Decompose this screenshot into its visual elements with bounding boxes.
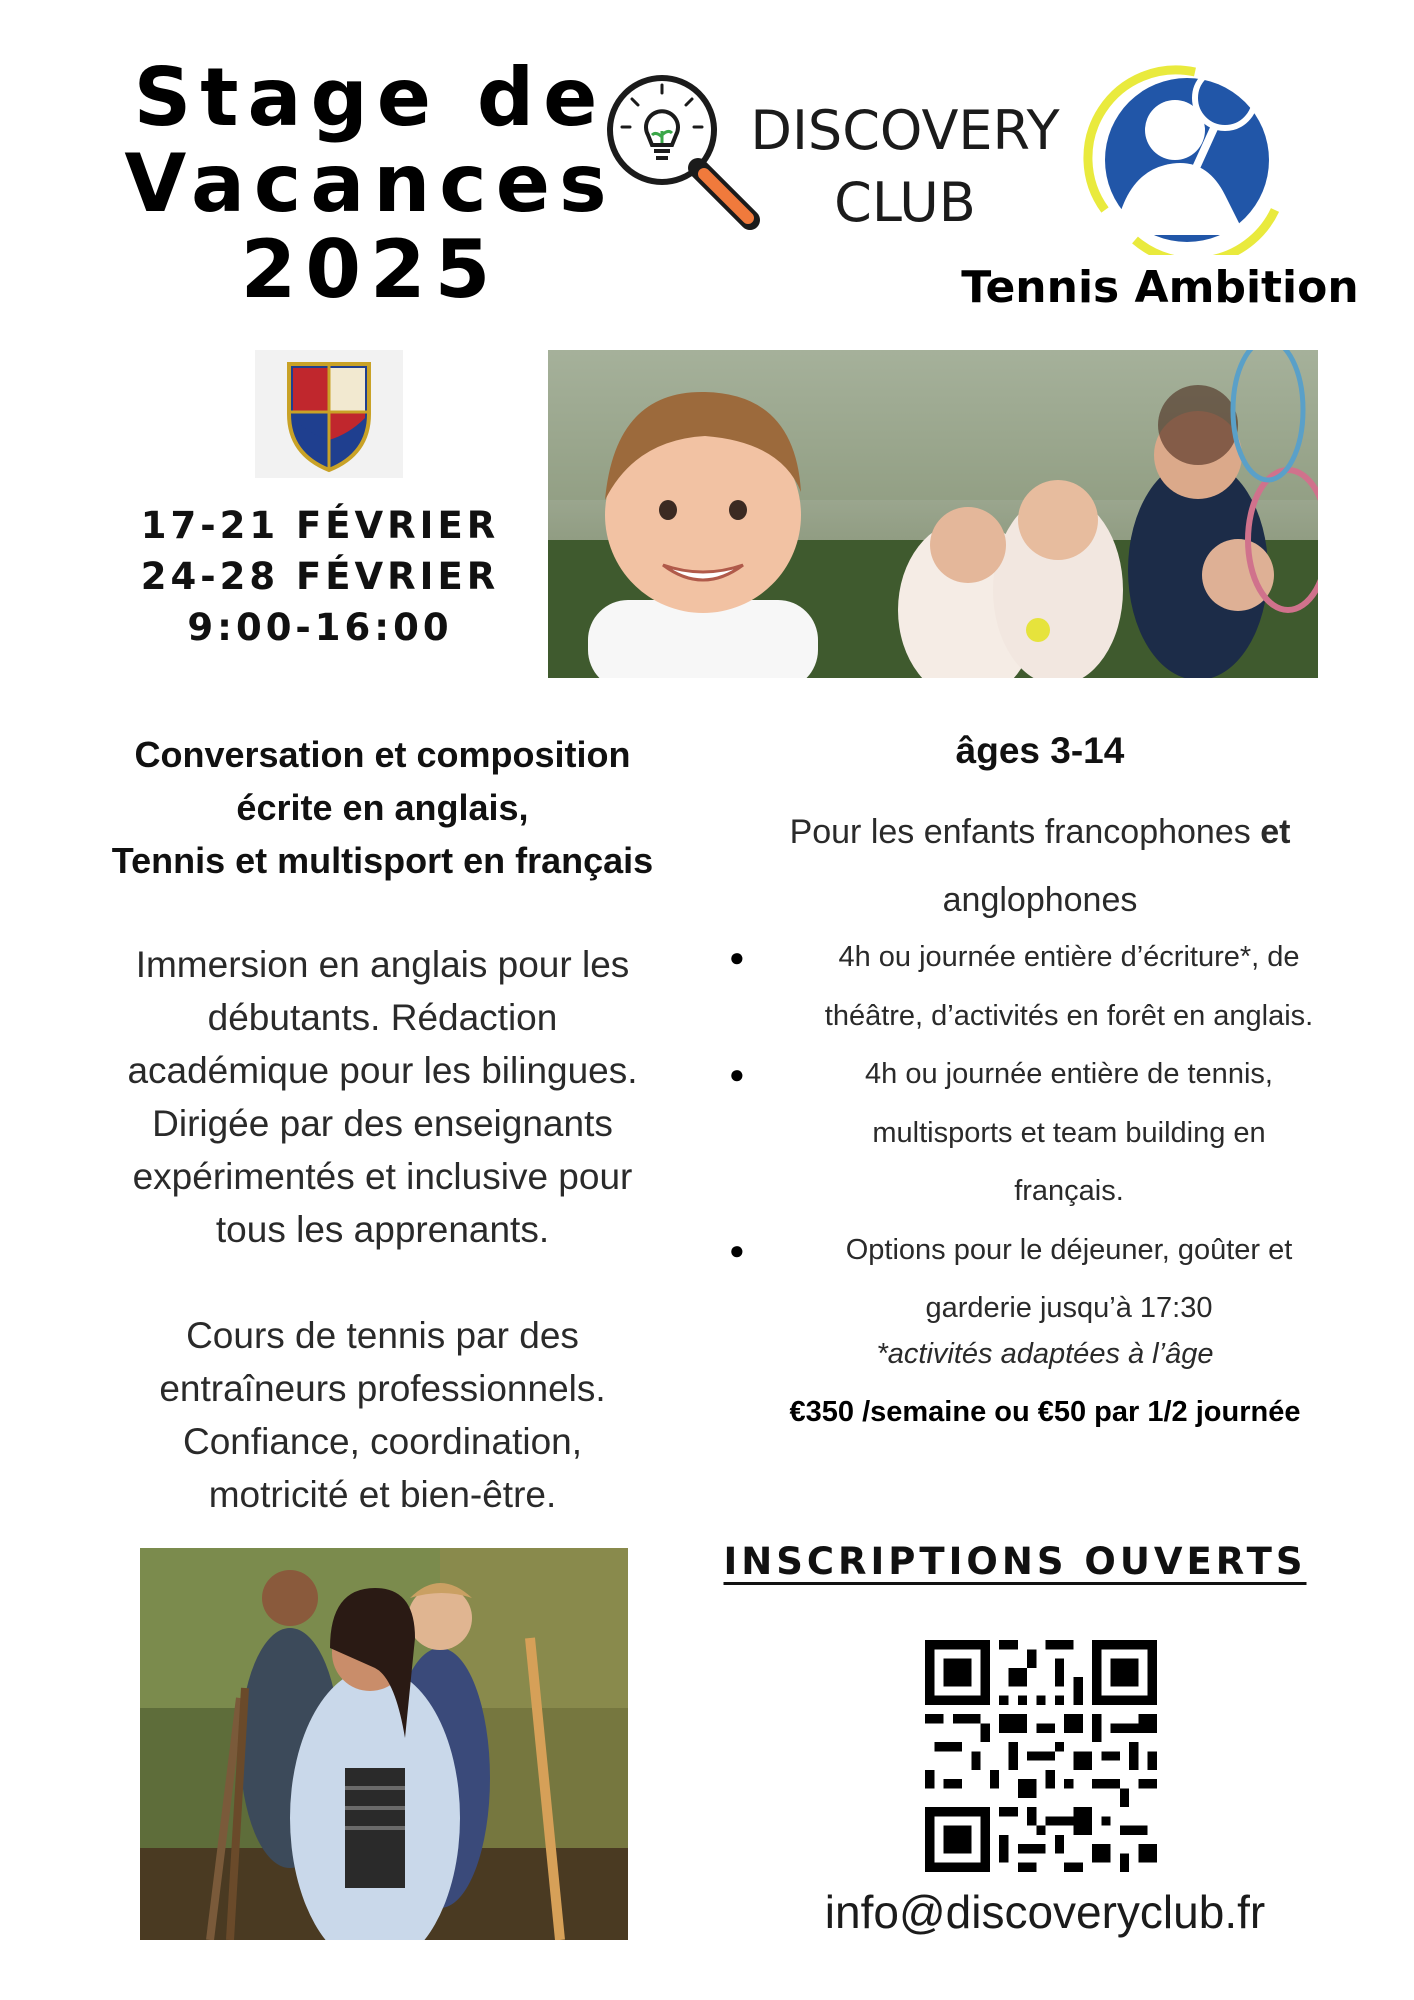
audience-text: Pour les enfants francophones <box>789 813 1261 851</box>
tennis-description-line: Cours de tennis par des <box>186 1315 579 1356</box>
price: €350 /semaine ou €50 par 1/2 journée <box>789 1396 1301 1428</box>
title-line-1: Stage de <box>133 51 607 144</box>
list-item-line: multisports et team building en <box>872 1116 1266 1149</box>
english-description-line: Dirigée par des enseignants <box>152 1103 613 1144</box>
program-heading <box>50 728 715 887</box>
list-item-line: théâtre, d’activités en forêt en anglais. <box>824 999 1314 1032</box>
registration-heading: INSCRIPTIONS OUVERTS <box>723 1540 1307 1583</box>
dates-line-3: 9:00-16:00 <box>187 606 453 649</box>
dates-line-1: 17-21 FÉVRIER <box>140 504 500 547</box>
english-description-line: académique pour les bilingues. <box>127 1050 638 1091</box>
list-item <box>715 1045 1375 1221</box>
age-note: *activités adaptées à l’âge <box>876 1338 1214 1370</box>
title-line-2: Vacances <box>124 137 616 230</box>
smiling-boy-with-tennis-kids-photo <box>548 350 1318 678</box>
dates-line-2: 24-28 FÉVRIER <box>140 555 500 598</box>
program-description <box>50 938 715 1521</box>
title-line-3: 2025 <box>240 223 500 316</box>
list-item-line: Options pour le déjeuner, goûter et <box>845 1233 1293 1266</box>
tennis-description-line: entraîneurs professionnels. <box>159 1368 606 1409</box>
list-item-line: 4h ou journée entière d’écriture*, de <box>838 941 1300 973</box>
heraldic-shield-crest-icon <box>255 350 403 478</box>
brand-line-2: CLUB <box>834 171 976 234</box>
bullet-icon: ● <box>729 1234 745 1265</box>
audience-line-2: anglophones <box>942 881 1138 919</box>
tennis-description-line: Confiance, coordination, <box>182 1421 583 1462</box>
list-item-line: 4h ou journée entière de tennis, <box>865 1058 1273 1090</box>
bullet-icon: ● <box>729 942 745 972</box>
audience-bold-word: et <box>1260 813 1291 851</box>
audience-intro <box>705 798 1375 934</box>
english-description-line: tous les apprenants. <box>215 1209 550 1250</box>
session-dates <box>60 500 580 653</box>
english-description-line: débutants. Rédaction <box>207 997 558 1038</box>
brand-line-1: DISCOVERY <box>750 99 1060 162</box>
heading-line-2: écrite en anglais, <box>236 787 529 828</box>
school-crest <box>255 350 403 478</box>
activities-list <box>715 928 1375 1338</box>
bullet-icon: ● <box>729 1059 745 1089</box>
tennis-player-silhouette-icon <box>1075 60 1305 255</box>
brand-name <box>745 95 1065 239</box>
english-description-line: Immersion en anglais pour les <box>135 944 630 985</box>
tennis-description-line: motricité et bien-être. <box>208 1474 557 1515</box>
age-range: âges 3-14 <box>955 730 1125 771</box>
paragraph-spacer <box>50 1256 715 1309</box>
contact-email-link[interactable]: info@discoveryclub.fr <box>824 1886 1266 1938</box>
heading-line-3: Tennis et multisport en français <box>111 840 654 881</box>
english-description-line: expérimentés et inclusive pour <box>132 1156 633 1197</box>
children-hiking-in-forest-photo <box>140 1548 628 1940</box>
page-title <box>90 51 650 316</box>
list-item <box>715 1221 1375 1338</box>
list-item <box>715 928 1375 1045</box>
qr-code[interactable] <box>925 1640 1157 1872</box>
partner-name: Tennis Ambition <box>961 262 1359 313</box>
list-item-line: français. <box>1014 1175 1124 1207</box>
heading-line-1: Conversation et composition <box>134 734 631 775</box>
list-item-line: garderie jusqu’à 17:30 <box>925 1292 1213 1324</box>
audience-line-1 <box>705 798 1375 866</box>
